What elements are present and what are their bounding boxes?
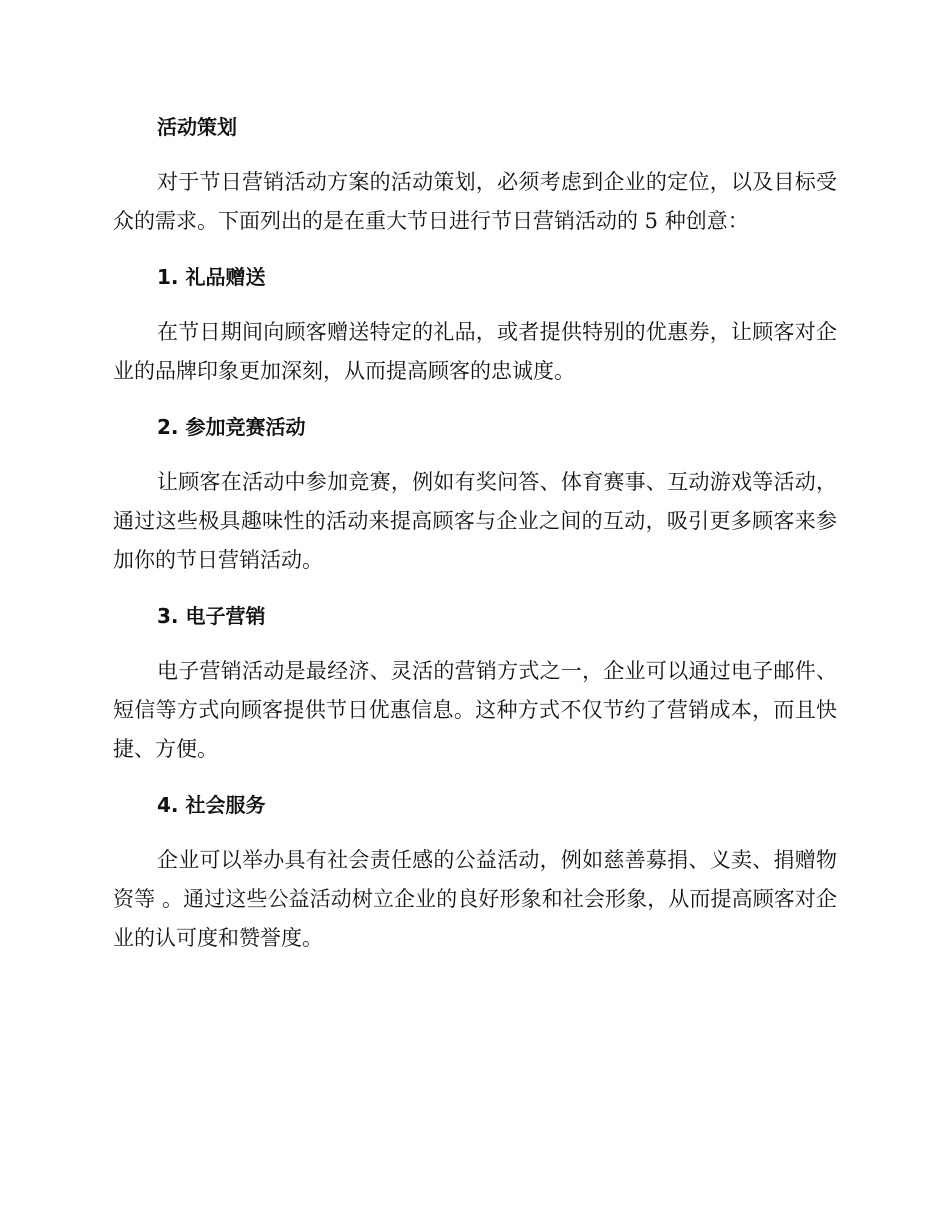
intro-paragraph: 对于节日营销活动方案的活动策划，必须考虑到企业的定位，以及目标受众的需求。下面列出的是在重大节日进行节日营销活动的 5 种创意： [113,170,837,233]
spacer [113,241,837,258]
spacer [113,296,837,313]
spacer [113,824,837,841]
spacer [113,391,837,408]
item-body-gift: 在节日期间向顾客赠送特定的礼品，或者提供特别的优惠券，让顾客对企业的品牌印象更加深刻，从而提高顾客的忠诚度。 [113,320,837,383]
item-body-competition: 让顾客在活动中参加竞赛，例如有奖问答、体育赛事、互动游戏等活动，通过这些极具趣味性的活动来提高顾客与企业之间的互动，吸引更多顾客来参加你的节日营销活动。 [113,470,837,572]
item-heading-social-service: 4. 社会服务 [157,793,266,817]
item-body-email-marketing: 电子营销活动是最经济、灵活的营销方式之一，企业可以通过电子邮件、短信等方式向顾客提供节日优惠信息。这种方式不仅节约了营销成本，而且快捷、方便。 [113,659,837,761]
spacer [113,635,837,652]
item-body-social-service: 企业可以举办具有社会责任感的公益活动，例如慈善募捐、义卖、捐赠物资等 。通过这些公益活动树立企业的良好形象和社会形象，从而提高顾客对企业的认可度和赞誉度。 [113,848,837,950]
spacer [113,580,837,597]
spacer [113,769,837,786]
item-heading-competition: 2. 参加竞赛活动 [157,415,306,439]
item-heading-email-marketing: 3. 电子营销 [157,604,266,628]
spacer [113,146,837,163]
spacer [113,446,837,463]
item-heading-gift: 1. 礼品赠送 [157,265,266,289]
section-title: 活动策划 [157,115,237,139]
document-body [113,108,837,958]
